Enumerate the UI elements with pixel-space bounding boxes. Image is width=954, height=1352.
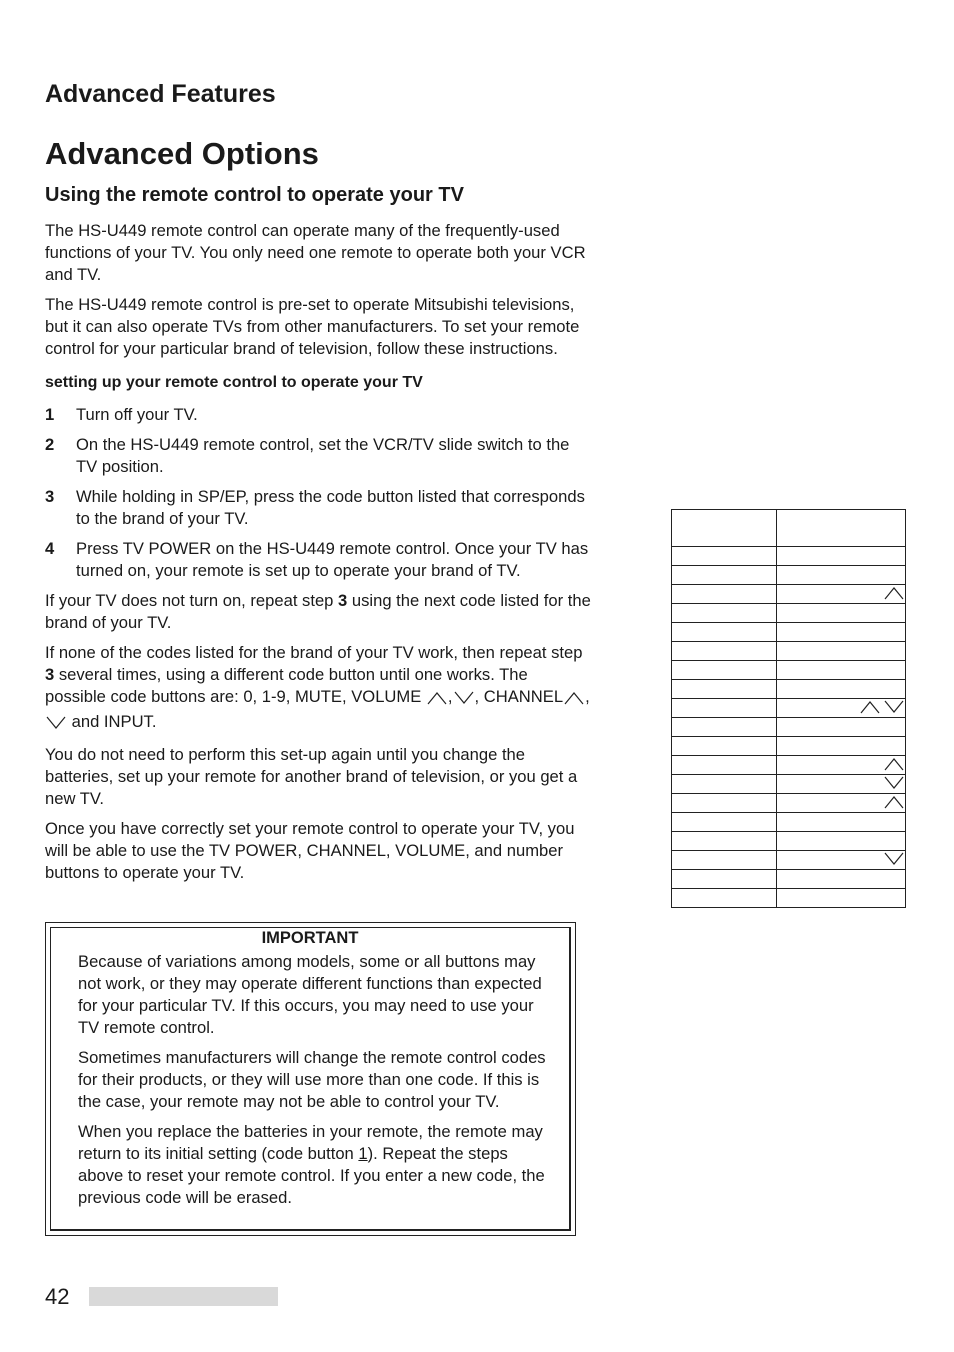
table-header-cell xyxy=(672,510,777,547)
arrow-group xyxy=(883,776,905,790)
table-row xyxy=(672,813,906,832)
table-cell xyxy=(672,813,777,832)
list-item xyxy=(45,434,593,478)
important-paragraph-2: Sometimes manufacturers will change the remote control codes for their products, or they will use more than one code. If this is the case, your remote may not be able to control your TV. xyxy=(78,1048,546,1111)
up-arrow-icon xyxy=(883,795,905,809)
arrow-group xyxy=(883,586,905,600)
step-number: 3 xyxy=(45,487,55,506)
table-row xyxy=(672,699,906,718)
table-cell xyxy=(672,547,777,566)
setup-once-paragraph: You do not need to perform this set-up again until you change the batteries, set up your remote for another brand of television, or you get a new TV. xyxy=(45,745,578,808)
step-number: 1 xyxy=(45,405,55,424)
operate-paragraph: Once you have correctly set your remote control to operate your TV, you will be able to use the TV POWER, CHANNEL, VOLUME, and number buttons to operate your TV. xyxy=(45,819,575,882)
list-item xyxy=(45,538,593,582)
steps-list xyxy=(45,404,593,582)
table-cell xyxy=(777,642,906,661)
table-row xyxy=(672,775,906,794)
table-cell xyxy=(672,756,777,775)
table-cell xyxy=(672,737,777,756)
table-cell xyxy=(672,794,777,813)
subsection-title: Using the remote control to operate your TV xyxy=(45,184,464,206)
table-cell xyxy=(672,566,777,585)
table-row xyxy=(672,870,906,889)
up-arrow-icon xyxy=(883,586,905,600)
down-arrow-icon xyxy=(883,852,905,866)
table-header-cell xyxy=(777,510,906,547)
code-button-ref: 1 xyxy=(358,1144,368,1163)
important-notice-inner xyxy=(50,927,571,1231)
table-row xyxy=(672,851,906,870)
table-cell xyxy=(777,775,906,794)
table-row xyxy=(672,889,906,908)
footer-bar xyxy=(89,1287,278,1306)
table-cell xyxy=(777,718,906,737)
step-text: Turn off your TV. xyxy=(76,405,198,424)
step-number: 2 xyxy=(45,435,55,454)
table-cell xyxy=(777,623,906,642)
table-cell xyxy=(672,623,777,642)
table-cell xyxy=(672,775,777,794)
table-row xyxy=(672,832,906,851)
arrow-group xyxy=(859,700,905,714)
down-arrow-icon xyxy=(883,700,905,714)
code-table xyxy=(671,509,906,908)
table-cell xyxy=(672,851,777,870)
retry-paragraph xyxy=(45,590,593,634)
table-cell xyxy=(777,756,906,775)
table-row xyxy=(672,642,906,661)
step-text: Press TV POWER on the HS-U449 remote control. Once your TV has turned on, your remote is set up to operate your brand of TV. xyxy=(76,539,589,580)
table-row xyxy=(672,585,906,604)
table-cell xyxy=(777,851,906,870)
list-item xyxy=(45,486,593,530)
intro-paragraph-2: The HS-U449 remote control is pre-set to operate Mitsubishi televisions, but it can also operate TVs from other manufacturers. To set your remote control for your particular brand of television, follow these instructions. xyxy=(45,295,580,358)
table-cell xyxy=(672,661,777,680)
table-row xyxy=(672,680,906,699)
table-cell xyxy=(777,604,906,623)
table-cell xyxy=(777,889,906,908)
arrow-group xyxy=(883,852,905,866)
codes-text: , xyxy=(585,687,590,706)
table-row xyxy=(672,756,906,775)
up-arrow-icon xyxy=(859,700,881,714)
table-row xyxy=(672,794,906,813)
table-row xyxy=(672,604,906,623)
codes-text: and INPUT. xyxy=(67,712,157,731)
table-cell xyxy=(672,889,777,908)
section-title: Advanced Features xyxy=(45,80,276,108)
table-cell xyxy=(672,642,777,661)
table-cell xyxy=(777,680,906,699)
table-cell xyxy=(672,604,777,623)
table-cell xyxy=(777,813,906,832)
table-cell xyxy=(672,699,777,718)
table-cell xyxy=(672,680,777,699)
table-row xyxy=(672,718,906,737)
step-text: While holding in SP/EP, press the code button listed that corresponds to the brand of your TV. xyxy=(76,487,585,528)
codes-paragraph xyxy=(45,642,593,736)
down-arrow-icon xyxy=(45,714,67,736)
important-text: When you replace the batteries in your remote, the remote may return to its initial setting (code button xyxy=(78,1122,543,1163)
down-arrow-icon xyxy=(453,689,475,711)
important-notice-box xyxy=(45,922,576,1236)
down-arrow-icon xyxy=(883,776,905,790)
list-item xyxy=(45,404,593,426)
page-title: Advanced Options xyxy=(45,136,319,171)
intro-paragraph-1: The HS-U449 remote control can operate many of the frequently-used functions of your TV. You only need one remote to operate both your VCR and TV. xyxy=(45,221,586,284)
table-row xyxy=(672,661,906,680)
retry-text: If your TV does not turn on, repeat step xyxy=(45,591,339,610)
retry-text: using the next code listed for the brand of your TV. xyxy=(45,591,591,632)
codes-text: If none of the codes listed for the brand of your TV work, then repeat step xyxy=(45,643,583,662)
important-heading: IMPORTANT xyxy=(261,929,359,947)
table-cell xyxy=(672,585,777,604)
important-paragraph-3 xyxy=(78,1121,549,1209)
table-cell xyxy=(672,870,777,889)
main-column xyxy=(45,220,593,892)
arrow-group xyxy=(883,757,905,771)
table-row xyxy=(672,737,906,756)
step-number: 4 xyxy=(45,539,55,558)
step-ref: 3 xyxy=(338,591,348,610)
step-text: On the HS-U449 remote control, set the VCR/TV slide switch to the TV position. xyxy=(76,435,570,476)
table-cell xyxy=(777,661,906,680)
table-cell xyxy=(777,585,906,604)
up-arrow-icon xyxy=(426,689,448,711)
table-cell xyxy=(777,566,906,585)
important-text: ). Repeat the steps above to reset your remote control. If you enter a new code, the previous code will be erased. xyxy=(78,1144,545,1207)
table-cell xyxy=(777,547,906,566)
codes-text: , CHANNEL xyxy=(474,687,564,706)
page-number: 42 xyxy=(45,1284,70,1309)
important-paragraph-1: Because of variations among models, some or all buttons may not work, or they may operate different functions than expected for your particular TV. If this occurs, you may need to use your TV remote control. xyxy=(78,952,542,1037)
table-cell xyxy=(777,737,906,756)
table-cell xyxy=(777,870,906,889)
howto-heading: setting up your remote control to operate your TV xyxy=(45,374,423,391)
step-ref: 3 xyxy=(45,665,55,684)
important-body xyxy=(51,951,569,1209)
arrow-group xyxy=(883,795,905,809)
up-arrow-icon xyxy=(563,689,585,711)
table-row xyxy=(672,623,906,642)
table-cell xyxy=(777,699,906,718)
table-cell xyxy=(777,794,906,813)
table-cell xyxy=(777,832,906,851)
table-cell xyxy=(672,832,777,851)
table-row xyxy=(672,547,906,566)
up-arrow-icon xyxy=(883,757,905,771)
table-header-row xyxy=(672,510,906,547)
table-row xyxy=(672,566,906,585)
table-cell xyxy=(672,718,777,737)
codes-text: several times, using a different code button until one works. The possible code buttons are: 0, 1-9, MUTE, VOLUME xyxy=(45,665,528,706)
codes-text: , xyxy=(447,687,453,706)
